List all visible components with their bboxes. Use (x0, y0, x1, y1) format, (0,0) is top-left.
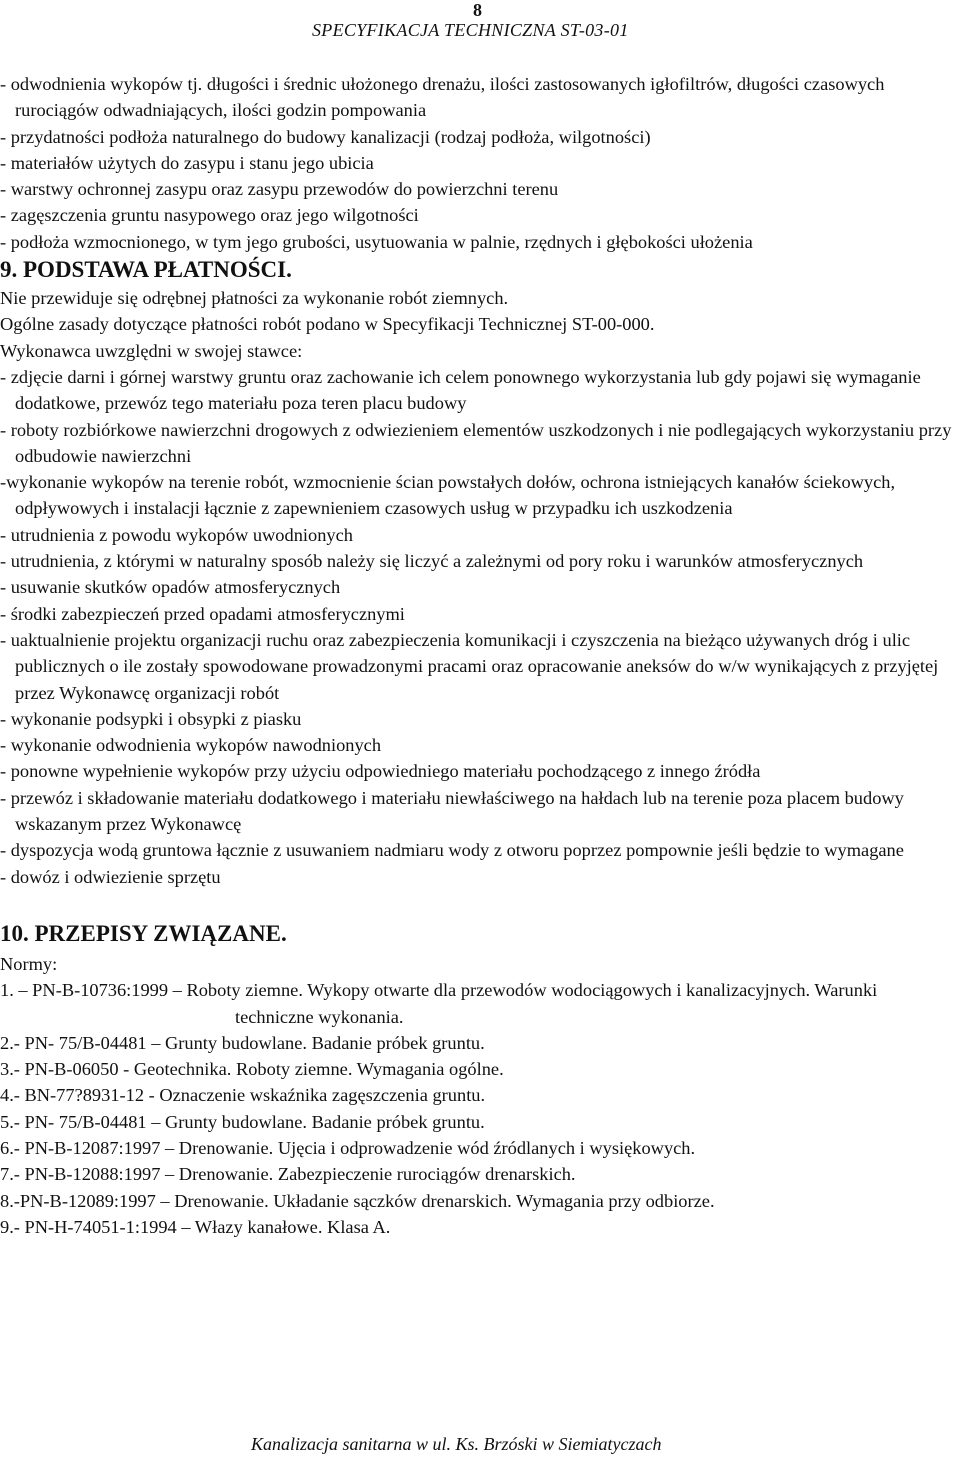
list-item: - utrudnienia, z którymi w naturalny sposób należy się liczyć a zależnymi od pory roku i warunków atmosferycznych (0, 551, 864, 572)
norm-item: 6.- PN-B-12087:1997 – Drenowanie. Ujęcia i odprowadzenie wód źródlanych i wysiękowych. (0, 1137, 696, 1158)
norm-item: 8.-PN-B-12089:1997 – Drenowanie. Układanie sączków drenarskich. Wymagania przy odbiorze. (0, 1190, 715, 1211)
paragraph: Wykonawca uwzględni w swojej stawce: (0, 340, 303, 361)
norm-item: 9.- PN-H-74051-1:1994 – Włazy kanałowe. Klasa A. (0, 1216, 391, 1237)
list-item: - środki zabezpieczeń przed opadami atmosferycznymi (0, 603, 405, 624)
list-item: - wykonanie podsypki i obsypki z piasku (0, 708, 302, 729)
list-item: - przewóz i składowanie materiału dodatkowego i materiału niewłaściwego na hałdach lub na terenie poza placem budowy wskazanym przez Wykonawcę (0, 787, 904, 835)
list-item: - podłoża wzmocnionego, w tym jego grubości, usytuowania w palnie, rzędnych i głębokości ułożenia (0, 231, 753, 252)
list-item: -wykonanie wykopów na terenie robót, wzmocnienie ścian powstałych dołów, ochrona istniejących kanałów ściekowych, odpływowych i instalacji łącznie z zapewnieniem czasowych usług w przypadku ich uszkodzenia (0, 472, 896, 519)
list-item: - roboty rozbiórkowe nawierzchni drogowych z odwiezieniem elementów uszkodzonych i nie podlegających wykorzystaniu przy odbudowie nawierzchni (0, 419, 952, 466)
section-10 (0, 917, 960, 1240)
norm-item: 4.- BN-77?8931-12 - Oznaczenie wskaźnika zagęszczenia gruntu. (0, 1085, 486, 1106)
list-item: - usuwanie skutków opadów atmosferycznych (0, 577, 341, 598)
norm-item: 5.- PN- 75/B-04481 – Grunty budowlane. Badanie próbek gruntu. (0, 1111, 485, 1132)
norm-item: 2.- PN- 75/B-04481 – Grunty budowlane. Badanie próbek gruntu. (0, 1032, 485, 1053)
list-item: - utrudnienia z powodu wykopów uwodnionych (0, 524, 353, 545)
document-body (0, 71, 960, 1240)
page-footer: Kanalizacja sanitarna w ul. Ks. Brzóski w Siemiatyczach (251, 1434, 662, 1454)
section-heading: 9. PODSTAWA PŁATNOŚCI. (0, 257, 292, 283)
list-item: - ponowne wypełnienie wykopów przy użyciu odpowiedniego materiału pochodzącego z innego źródła (0, 761, 761, 782)
list-item: - uaktualnienie projektu organizacji ruchu oraz zabezpieczenia komunikacji i czyszczenia na bieżąco używanych dróg i ulic publicznych o ile zostały spowodowane prowadzonymi pracami oraz opracowanie aneksów do w/w wynikających z przyjętej przez Wykonawcę organizacji robót (0, 629, 939, 703)
list-item: - dowóz i odwiezienie sprzętu (0, 866, 221, 887)
page-number: 8 (473, 0, 482, 20)
norm-item: 7.- PN-B-12088:1997 – Drenowanie. Zabezpieczenie rurociągów drenarskich. (0, 1164, 576, 1185)
section-9 (0, 255, 960, 890)
list-item: - zagęszczenia gruntu nasypowego oraz jego wilgotności (0, 205, 419, 226)
intro-list (0, 71, 960, 255)
list-item: - przydatności podłoża naturalnego do budowy kanalizacji (rodzaj podłoża, wilgotności) (0, 126, 651, 147)
paragraph: Nie przewiduje się odrębnej płatności za wykonanie robót ziemnych. (0, 288, 509, 309)
list-item: - warstwy ochronnej zasypu oraz zasypu przewodów do powierzchni terenu (0, 179, 559, 200)
running-header: SPECYFIKACJA TECHNICZNA ST-03-01 (312, 20, 629, 40)
list-item: - materiałów użytych do zasypu i stanu jego ubicia (0, 152, 374, 173)
list-item: - wykonanie odwodnienia wykopów nawodnionych (0, 735, 382, 756)
list-item: - dyspozycja wodą gruntowa łącznie z usuwaniem nadmiaru wody z otworu poprzez pompownie jeśli będzie to wymagane (0, 840, 904, 861)
norm-item: 3.- PN-B-06050 - Geotechnika. Roboty ziemne. Wymagania ogólne. (0, 1059, 504, 1080)
list-item: - zdjęcie darni i górnej warstwy gruntu oraz zachowanie ich celem ponownego wykorzystania lub gdy pojawi się wymaganie dodatkowe, przewóz tego materiału poza teren placu budowy (0, 366, 921, 414)
list-item: - odwodnienia wykopów tj. długości i średnic ułożonego drenażu, ilości zastosowanych igłofiltrów, długości czasowych rurociągów odwadniających, ilości godzin pompowania (0, 74, 885, 121)
section-heading: 10. PRZEPISY ZWIĄZANE. (0, 920, 287, 946)
subheading: Normy: (0, 953, 58, 974)
norm-item: 1. – PN-B-10736:1999 – Roboty ziemne. Wykopy otwarte dla przewodów wodociągowych i kanalizacyjnych. Warunki techniczne wykonania. (0, 980, 878, 1027)
paragraph: Ogólne zasady dotyczące płatności robót podano w Specyfikacji Technicznej ST-00-000. (0, 314, 655, 335)
